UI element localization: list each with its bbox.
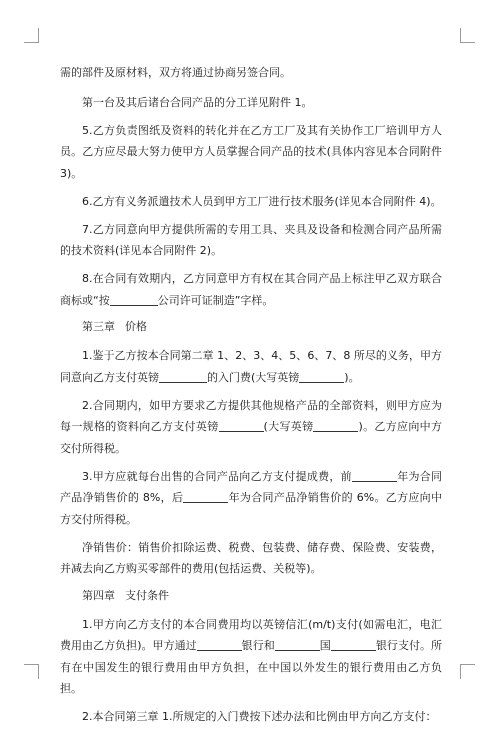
text-segment: 年为合同产品净销售价的 8%，后 bbox=[60, 469, 442, 504]
paragraph-price-3 bbox=[60, 466, 442, 531]
text-segment: 1.鉴于乙方按本合同第二章 1、2、3、4、5、6、7、8 所尽的义务，甲方同意向乙方支付英镑 bbox=[60, 349, 442, 384]
blank-line bbox=[183, 490, 228, 503]
paragraph-payment-1 bbox=[60, 614, 442, 700]
text-segment: 2.合同期内，如甲方要求乙方提供其他规格产品的全部资料，则甲方应为每一规格的资料向乙方支付英镑 bbox=[60, 398, 442, 433]
paragraph-item-7: 7.乙方同意向甲方提供所需的专用工具、夹具及设备和检测合同产品所需的技术资料(详见本合同附件 2)。 bbox=[60, 222, 442, 257]
paragraph-item-6: 6.乙方有义务派遣技术人员到甲方工厂进行技术服务(详见本合同附件 4)。 bbox=[82, 194, 442, 208]
chapter-4-heading bbox=[60, 588, 442, 604]
text-segment: 银行和 bbox=[241, 639, 275, 652]
blank-line bbox=[275, 638, 320, 651]
paragraph-payment-2: 2.本合同第三章 1.所规定的入门费按下述办法和比例由甲方向乙方支付： bbox=[82, 710, 437, 723]
text-segment: 银行支付。所有在中国发生的银行费用由甲方负担，在中国以外发生的银行费用由乙方负担。 bbox=[60, 639, 443, 695]
text-segment: (大写英镑 bbox=[263, 420, 314, 433]
text-segment: 公司许可证制造”字样。 bbox=[157, 293, 274, 307]
crop-mark-bottom-left bbox=[24, 664, 39, 679]
document-body bbox=[60, 62, 442, 734]
paragraph-item-8 bbox=[60, 268, 442, 311]
blank-line bbox=[352, 469, 397, 482]
chapter-3-heading bbox=[60, 319, 442, 335]
chapter-title: 支付条件 bbox=[125, 588, 169, 602]
paragraph-materials: 需的部件及原材料，双方将通过协商另签合同。 bbox=[60, 66, 291, 79]
blank-line bbox=[197, 638, 242, 651]
blank-line bbox=[331, 638, 376, 651]
text-segment: 1.甲方向乙方支付的本合同费用均以英镑信汇(m/t)支付(如需电汇，电汇费用由乙方负担)。甲方通过 bbox=[60, 617, 442, 652]
blank-line bbox=[219, 419, 264, 432]
chapter-title: 价格 bbox=[125, 320, 147, 333]
paragraph-price-1 bbox=[60, 345, 442, 388]
crop-mark-bottom-right bbox=[460, 664, 475, 679]
blank-line bbox=[313, 419, 358, 432]
text-segment: )。 bbox=[344, 370, 360, 384]
crop-mark-top-left bbox=[24, 28, 39, 43]
chapter-number: 第四章 bbox=[82, 588, 115, 602]
blank-line bbox=[159, 370, 207, 383]
paragraph-item-5: 5.乙方负责图纸及资料的转化并在乙方工厂及其有关协作工厂培训甲方人员。乙方应尽最大努力使甲方人员掌握合同产品的技术(具体内容见本合同附件 3)。 bbox=[60, 123, 442, 180]
text-segment: 年为合同产品净销售价的 6%。乙方应向中方交付所得税。 bbox=[60, 491, 442, 526]
crop-mark-top-right bbox=[460, 28, 475, 43]
paragraph-net-sales-price: 净销售价：销售价扣除运费、税费、包装费、储存费、保险费、安装费，并减去向乙方购买零部件的费用(包括运费、关税等)。 bbox=[60, 540, 442, 575]
blank-line bbox=[110, 293, 158, 306]
text-segment: )。乙方应向中方交付所得税。 bbox=[60, 420, 443, 455]
text-segment: 国 bbox=[319, 639, 331, 652]
blank-line bbox=[299, 370, 344, 383]
text-segment: 8.在合同有效期内，乙方同意甲方有权在其合同产品上标注甲乙双方联合商标或“按 bbox=[60, 272, 442, 307]
chapter-number: 第三章 bbox=[82, 320, 115, 333]
paragraph-division-of-work: 第一台及其后诸台合同产品的分工详见附件 1。 bbox=[82, 95, 313, 109]
paragraph-price-2 bbox=[60, 395, 442, 460]
text-segment: 的入门费(大写英镑 bbox=[207, 370, 300, 384]
text-segment: 3.甲方应就每台出售的合同产品向乙方支付提成费，前 bbox=[82, 469, 352, 483]
